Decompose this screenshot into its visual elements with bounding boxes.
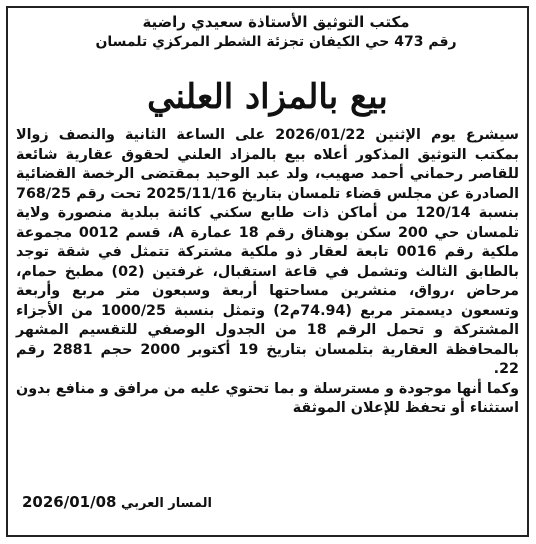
announcement-main-text: سيشرع يوم الإثنين 2026/01/22 على الساعة الثانية والنصف زوالا بمكتب التوثيق المذكور أعلاه بيع بالمزاد العلني لحقوق عقارية شائعة للقاصر رحماني أحمد صهيب، ولد عبد الوحيد بمقتضى الرخصة القضائية الصادرة عن مجلس قضاء تلمسان بتاريخ 2025/11/16 تحت رقم 768/25 بنسبة 120/14 من أماكن ذات طابع سكني كائنة ببلدية منصورة ولاية تلمسان حي 200 سكن بوهناق رقم 18 عمارة A، قسم 0012 مجموعة ملكية رقم 0016 تابعة لعقار ذو ملكية مشتركة تتمثل في شقة توجد بالطابق الثالث وتشمل في قاعة استقبال، غرفتين (02) مطبخ حمام، مرحاض ،رواق، منشرين مساحتها أربعة وسبعون متر مربع وأربعة وتسعون ديسمتر مربع (74.94م2) وتمثل بنسبة 1000/25 من الأجزاء المشتركة و تحمل الرقم 18 من الجدول الوصفي للتقسيم المشهر بالمحافظة العقارية بتلمسان بتاريخ 19 أكتوبر 2000 حجم 2881 رقم 22. bbox=[16, 127, 520, 377]
announcement-closing-text: وكما أنها موجودة و مسترسلة و بما تحتوي عليه من مرافق و منافع بدون استثناء أو تحفظ للإعلان الموثقة bbox=[16, 380, 519, 416]
publication-footer bbox=[22, 493, 212, 511]
announcement-body bbox=[16, 126, 519, 419]
notary-office-name: مكتب التوثيق الأستاذة سعيدي راضية bbox=[142, 13, 410, 31]
notary-address: رقم 473 حي الكيفان تجزئة الشطر المركزي تلمسان bbox=[95, 34, 457, 50]
publication-date: 2026/01/08 bbox=[22, 493, 117, 511]
newspaper-name: المسار العربي bbox=[120, 496, 212, 511]
notary-header bbox=[41, 12, 511, 52]
announcement-title: بيع بالمزاد العلني bbox=[147, 77, 388, 117]
announcement-frame bbox=[6, 6, 529, 537]
